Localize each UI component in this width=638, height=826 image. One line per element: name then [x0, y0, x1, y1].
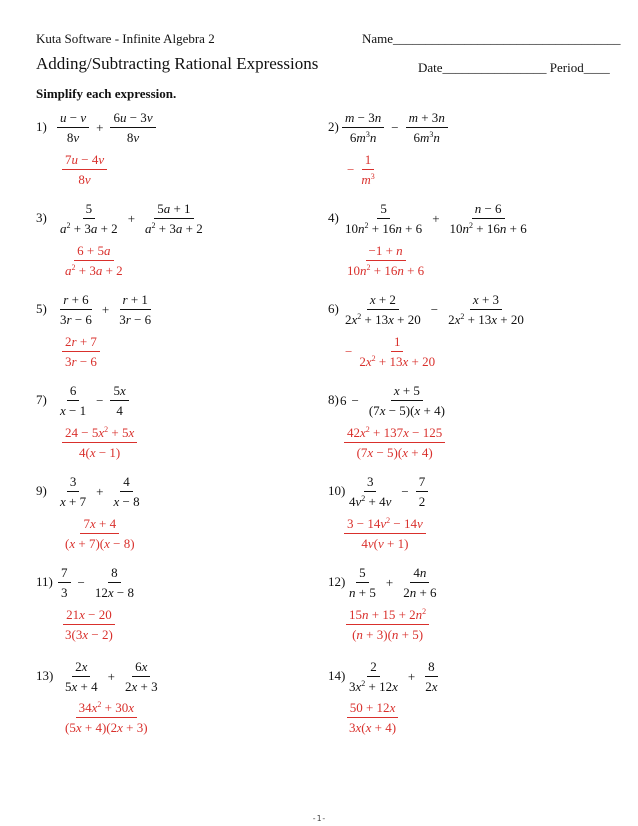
page-title: Adding/Subtracting Rational Expressions [36, 54, 319, 73]
name-field[interactable]: Name___________________________________ [362, 31, 621, 46]
problem-answer: $\frac{21x - 20}{3(3x - 2)}$ [65, 607, 113, 642]
problem-number: 10) [328, 483, 346, 498]
instructions: Simplify each expression. [36, 86, 177, 101]
problem-answer: $\frac{34x^2 + 30x}{(5x + 4)(2x + 3)}$ [65, 700, 148, 735]
problem-answer: $\frac{2r + 7}{3r - 6}$ [60, 334, 102, 369]
worksheet-source: Kuta Software - Infinite Algebra 2 [36, 31, 215, 46]
problem-number: 8) [328, 392, 339, 407]
problem-number: 3) [36, 210, 47, 225]
problem-question: $\frac{3}{x + 7}$ + $\frac{4}{x - 8}$ [60, 474, 140, 509]
problem-number: 11) [36, 574, 53, 589]
problem-number: 14) [328, 668, 346, 683]
problem-number: 7) [36, 392, 47, 407]
problem-question: $\frac{3}{4v^2 + 4v}$ − $\frac{7}{2}$ [344, 474, 430, 509]
problem-number: 9) [36, 483, 47, 498]
problem-answer: − $\frac{1}{m^3}$ [347, 152, 375, 187]
problem-answer: $\frac{42x^2 + 137x - 125}{(7x - 5)(x + 4)}$ [342, 425, 447, 460]
problem-question: $\frac{7}{3}$ − $\frac{8}{12x - 8}$ [56, 565, 139, 600]
problem-question: $\frac{u - v}{8v}$ + $\frac{6u - 3v}{8v}$ [55, 110, 158, 145]
problem-number: 6) [328, 301, 339, 316]
page-number: -1- [311, 814, 327, 823]
problem-question: $\frac{5}{n + 5}$ + $\frac{4n}{2n + 6}$ [349, 565, 437, 600]
problem-answer: − $\frac{1}{2x^2 + 13x + 20}$ [345, 334, 436, 369]
problem-question: $\frac{r + 6}{3r - 6}$ + $\frac{r + 1}{3r - 6}$ [60, 292, 152, 327]
problem-number: 1) [36, 119, 47, 134]
problem-answer: $\frac{15n + 15 + 2n^2}{(n + 3)(n + 5)}$ [344, 607, 431, 642]
problem-number: 12) [328, 574, 346, 589]
problem-question: $\frac{5}{10n^2 + 16n + 6}$ + $\frac{n - 6}{10n^2 + 16n + 6}$ [345, 201, 527, 236]
problem-answer: $\frac{7x + 4}{(x + 7)(x - 8)}$ [65, 516, 135, 551]
problem-number: 4) [328, 210, 339, 225]
problem-question: $\frac{m - 3n}{6m^3n}$ − $\frac{m + 3n}{6m^3n}$ [340, 110, 450, 145]
problem-answer: $\frac{3 - 14v^2 - 14v}{4v(v + 1)}$ [342, 516, 428, 551]
problem-number: 5) [36, 301, 47, 316]
problem-number: 2) [328, 119, 339, 134]
problem-question: $\frac{2}{3x^2 + 12x}$ + $\frac{8}{2x}$ [349, 659, 438, 694]
problem-question: $\frac{2x}{5x + 4}$ + $\frac{6x}{2x + 3}$ [65, 659, 158, 694]
problem-question: $\frac{x + 2}{2x^2 + 13x + 20}$ − $\frac{x + 3}{2x^2 + 13x + 20}$ [345, 292, 524, 327]
date-period-field[interactable]: Date________________ Period____ [418, 60, 610, 75]
problem-answer: $\frac{7u - 4v}{8v}$ [60, 152, 109, 187]
problem-answer: $\frac{-1 + n}{10n^2 + 16n + 6}$ [347, 243, 425, 278]
problem-number: 13) [36, 668, 54, 683]
problem-answer: $\frac{50 + 12x}{3x(x + 4)}$ [344, 700, 401, 735]
problem-answer: $\frac{24 - 5x^2 + 5x}{4(x - 1)}$ [60, 425, 139, 460]
problem-question: $\frac{6}{x - 1}$ − $\frac{5x}{4}$ [55, 383, 131, 418]
problem-answer: $\frac{6 + 5a}{a^2 + 3a + 2}$ [65, 243, 123, 278]
problem-question: $\frac{5}{a^2 + 3a + 2}$ + $\frac{5a + 1}{a^2 + 3a + 2}$ [60, 201, 203, 236]
problem-question: 6 − $\frac{x + 5}{(7x - 5)(x + 4)}$ [340, 383, 445, 418]
